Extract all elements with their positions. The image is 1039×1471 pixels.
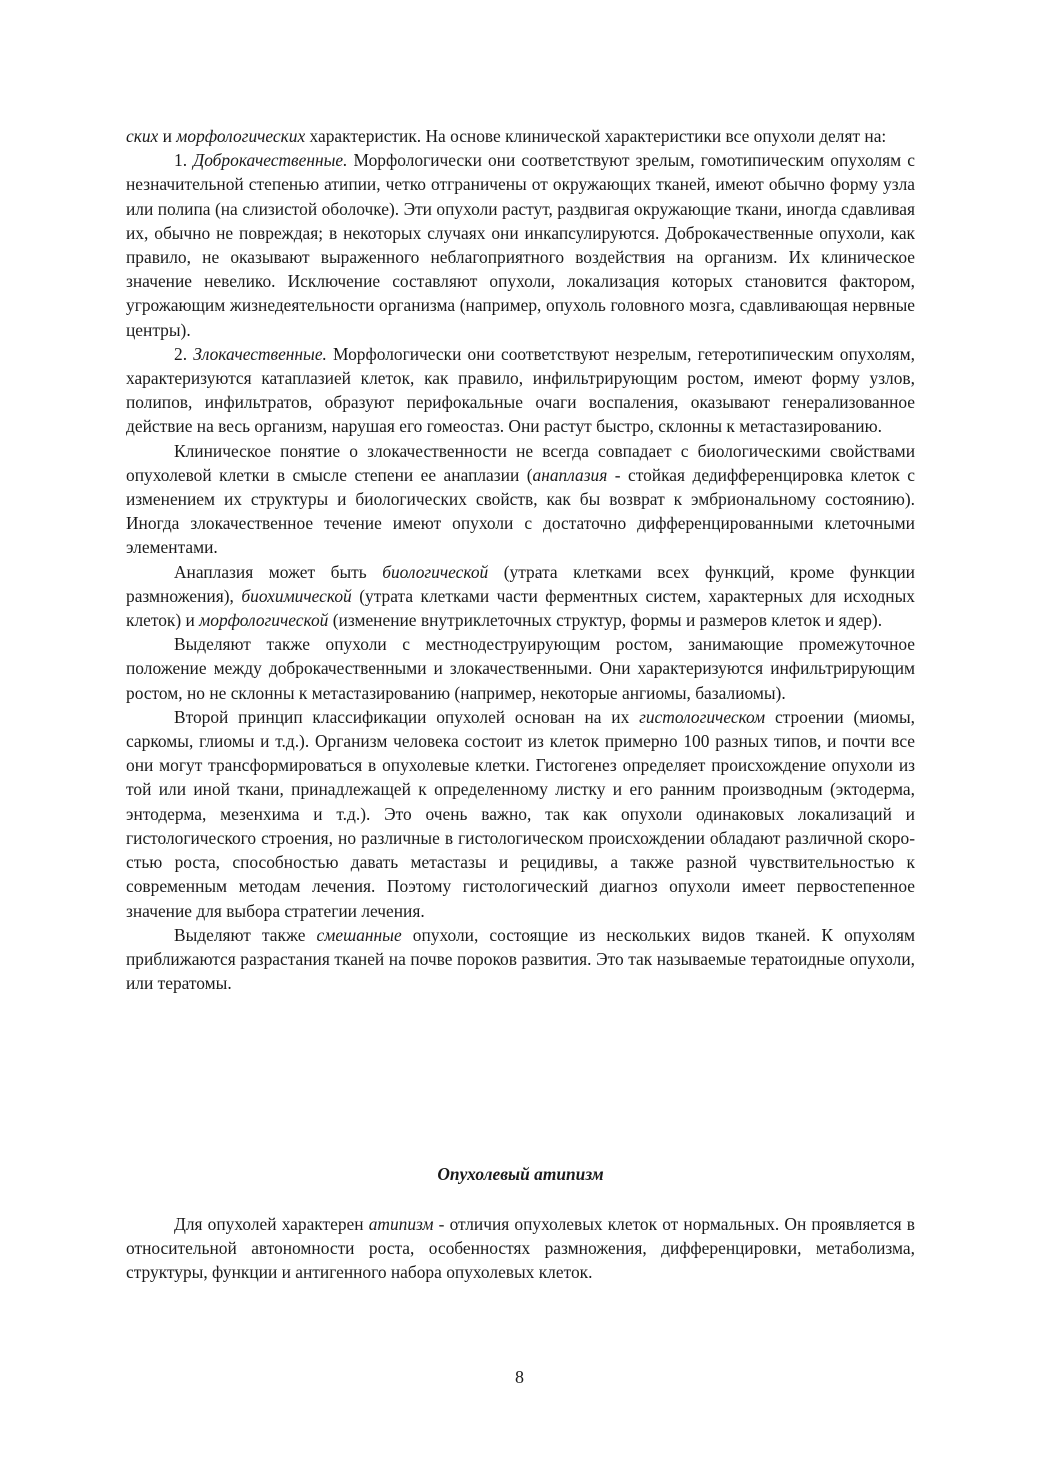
text-run: 2. xyxy=(174,343,194,364)
paragraph xyxy=(126,439,915,560)
paragraph xyxy=(126,923,915,996)
paragraph xyxy=(126,705,915,923)
text-run: Выделяют также опухоли с местнодеструирующим ростом, занимающие промежуточное положение между доброкачественными и злокачественными. Они характеризуются инфильтрирующим ростом, но не склонны к метастазированию (например, некоторые ангиомы, базалиомы). xyxy=(126,634,915,703)
italic-term: Злокачественные. xyxy=(193,343,327,364)
italic-term: гистологическом xyxy=(639,706,766,727)
text-run: Второй принцип классификации опухолей основан на их xyxy=(174,706,640,727)
italic-term: атипизм xyxy=(368,1214,434,1234)
paragraph xyxy=(126,1212,915,1285)
body-text xyxy=(126,124,915,995)
text-run: - отличия опухолевых клеток от нормальных. Он проявляется в относительной автономности роста, особенностях размножения, дифференцировки, метаболизма, структуры, функции и антигенного набора опухолевых клеток. xyxy=(126,1214,916,1283)
text-run: (утрата клетками всех функций, кроме функции размножения), xyxy=(126,561,915,606)
italic-term: смешанные xyxy=(316,924,402,945)
paragraph xyxy=(126,632,915,705)
italic-term: ских xyxy=(126,126,159,146)
text-run: Анаплазия может быть xyxy=(174,561,383,582)
text-run: Выделяют также xyxy=(174,924,317,945)
text-run: - стойкая дедифференцировка клеток с изменением их структуры и биологических свойств, как бы возврат к эмбриональному состоянию). Иногда злокачественное течение имеют опухоли с достаточно дифференцированными клеточными элементами. xyxy=(126,464,915,558)
section-heading: Опухолевый атипизм xyxy=(437,1164,604,1184)
text-run: опухоли, состоящие из нескольких видов тканей. К опухолям приближаются разрастания тканей на почве пороков развития. Это так называемые тератоидные опухоли, или тератомы. xyxy=(126,924,915,994)
italic-term: биохимической xyxy=(241,585,352,606)
text-run: (утрата клетками части ферментных систем, характерных для исходных клеток) и xyxy=(126,585,915,631)
text-run: характеристик. На основе клинической характеристики все опухоли делят на: xyxy=(305,126,887,146)
text-run: и xyxy=(158,126,177,146)
text-run: Клиническое понятие о злокачественности не всегда совпадает с биологическими свойствами опухолевой клетки в смысле степени ее анаплазии ( xyxy=(126,440,915,485)
paragraph xyxy=(126,124,915,148)
paragraph xyxy=(126,560,915,633)
italic-term: анаплазия xyxy=(532,464,608,485)
italic-term: Доброкачественные. xyxy=(193,150,348,171)
text-run: строении (миомы, саркомы, глиомы и т.д.). Организм человека состоит из клеток примерно 100 разных типов, и почти все они могут трансформироваться в опухолевые клетки. Гистогенез определяет происхождение опухоли из той или иной ткани, принадлежащей к определенному листку и его ранним производным (эктодерма, энтодерма, мезенхима и т.д.). Это очень важно, так как опухоли одинаковых локализаций и гистологического строения, но различные в гистологическом происхождении обладают различной скоростью роста, способностью давать метастазы и рецидивы, а также разной чувствительностью к современным методам лечения. Поэтому гистологический диагноз опухоли имеет первостепенное значение для выбора стратегии лечения. xyxy=(126,706,915,921)
section-text xyxy=(126,1212,915,1285)
text-run: (изменение внутриклеточных структур, формы и размеров клеток и ядер). xyxy=(328,610,883,631)
italic-term: морфологической xyxy=(199,610,329,631)
text-run: Морфологически они соответствуют зрелым, гомотипическим опухолям с незначительной степенью атипии, четко отграничены от окружающих тканей, имеют обычно форму узла или полипа (на слизистой оболочке). Эти опухоли растут, раздвигая окружающие ткани, иногда сдавливая их, обычно не повреждая; в некоторых случаях они инкапсулируются. Доброкачественные опухоли, как правило, не оказывают выраженного неблагоприятного воздействия на организм. Их клиническое значение невелико. Исключение составляют опухоли, локализация которых становится фактором, угрожающим жизнедеятельности организма (например, опухоль головного мозга, сдавливающая нервные центры). xyxy=(126,150,915,340)
italic-term: морфологических xyxy=(176,126,306,146)
text-run: Для опухолей характерен xyxy=(174,1214,369,1234)
text-run: Морфологически они соответствуют незрелым, гетеротипическим опухолям, характеризуются катаплазией клеток, как правило, инфильтрирующим ростом, имеют форму узлов, полипов, инфильтратов, образуют перифокальные очаги воспаления, оказывают генерализованное действие на весь организм, нарушая его гомеостаз. Они растут быстро, склонны к метастазированию. xyxy=(126,343,916,437)
italic-term: биологической xyxy=(382,561,489,582)
page-number: 8 xyxy=(515,1367,524,1387)
paragraph xyxy=(126,148,915,342)
text-run: 1. xyxy=(174,150,194,171)
paragraph xyxy=(126,342,915,439)
